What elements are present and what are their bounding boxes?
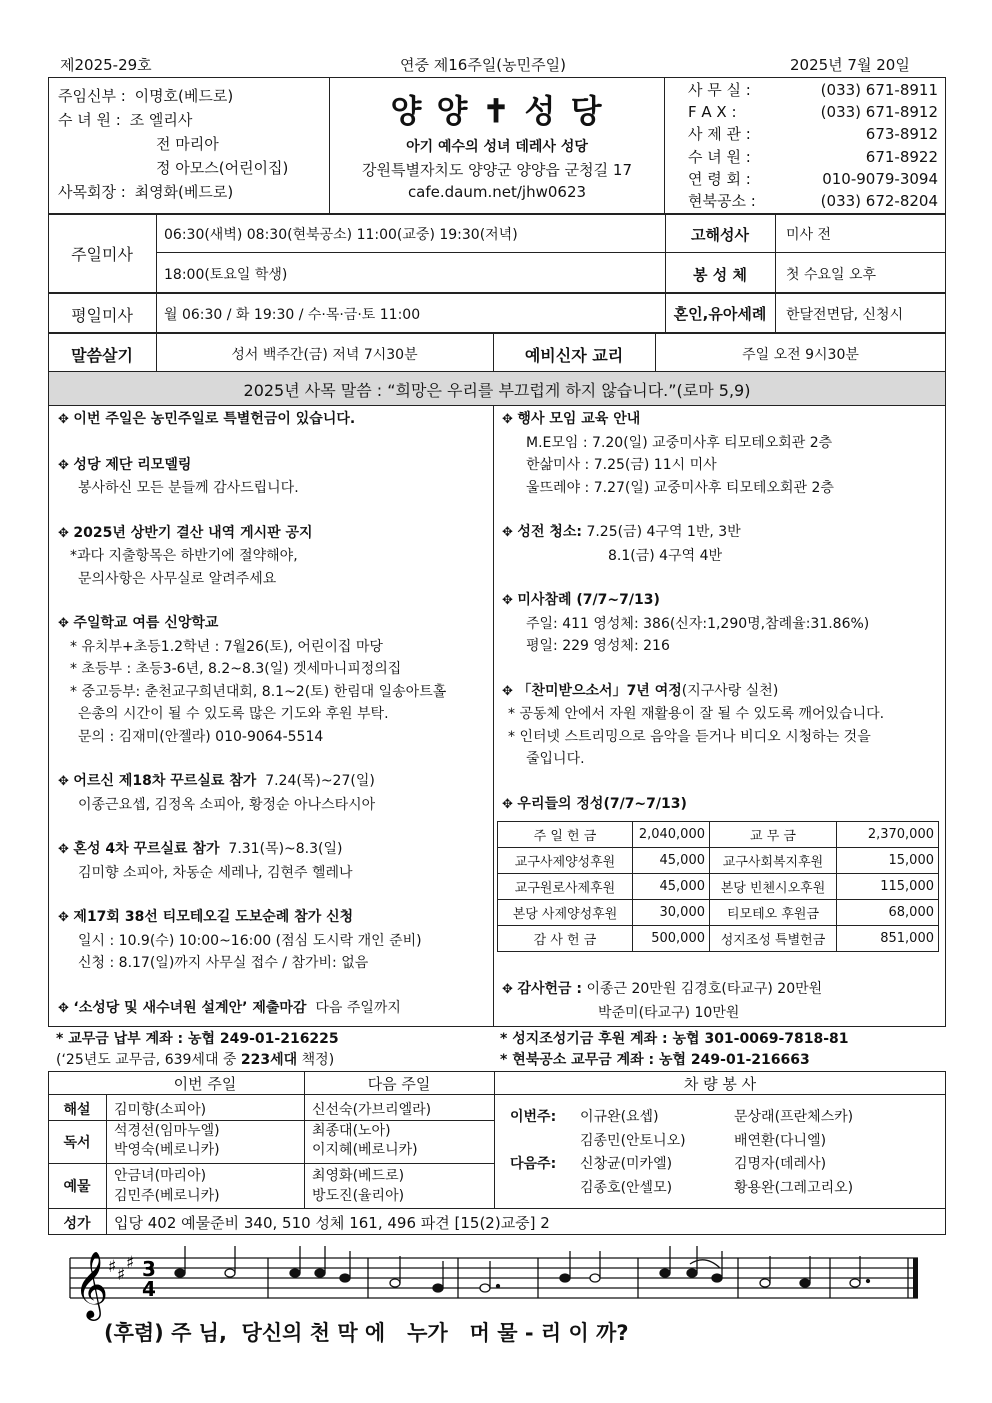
car-week-label: 이번주: xyxy=(510,1109,557,1125)
duty-person: 최영화(베드로) xyxy=(312,1168,405,1184)
notice-title: ✥ ‘소성당 및 새수녀원 설계안’ 제출마감 xyxy=(58,1000,306,1016)
bulletin-date: 2025년 7월 20일 xyxy=(790,56,910,74)
driver: 신창균(미카엘) xyxy=(580,1156,673,1172)
slur xyxy=(690,1260,720,1268)
church-subtitle: 아기 예수의 성녀 데레사 성당 xyxy=(406,139,588,155)
duty-role: 예물 xyxy=(63,1179,91,1195)
thanks-offering xyxy=(502,978,942,1024)
notice-title: ✥ 이번 주일은 농민주일로 특별헌금이 있습니다. xyxy=(58,408,488,432)
notice-text: 김미향 소피아, 차동순 세레나, 김현주 헬레나 xyxy=(78,864,353,881)
duty-person: 이지혜(베로니카) xyxy=(312,1142,418,1158)
notice-text: 울뜨레야 : 7.27(일) 교중미사후 티모테오회관 2층 xyxy=(526,479,834,496)
notice-text: *과다 지출항목은 하반기에 절약해야, xyxy=(70,548,298,564)
account-text: * 교무금 납부 계좌 : 농협 249-01-216225 xyxy=(56,1031,339,1047)
left-notices xyxy=(58,408,488,1020)
sharp-icon: ♯ xyxy=(117,1265,126,1285)
notice-text: 문의 : 김재미(안젤라) 010-9064-5514 xyxy=(78,728,324,745)
table-row xyxy=(498,900,939,926)
account-text: 223세대 xyxy=(240,1052,298,1068)
offering-amount: 851,000 xyxy=(837,926,939,952)
staff-block xyxy=(58,84,288,204)
table-row xyxy=(498,874,939,900)
notice-title: ✥ 어르신 제18차 꾸르실료 참가 xyxy=(58,773,256,789)
contact-value: (033) 672-8204 xyxy=(820,192,938,211)
account-text: * 성지조성기금 후원 계좌 : 농협 301-0069-7818-81 xyxy=(500,1031,849,1047)
notice-text: 7.25(금) 4구역 1반, 3반 xyxy=(586,524,741,540)
communion-time: 첫 수요일 오후 xyxy=(786,267,877,283)
weekday-mass-times: 월 06:30 / 화 19:30 / 수·목·금·토 11:00 xyxy=(164,307,421,323)
contact-label: F A X : xyxy=(688,103,737,122)
notice-title: ✥ 행사 모임 교육 안내 xyxy=(502,408,942,432)
duty-person: 안금녀(마리아) xyxy=(114,1168,207,1184)
duty-role: 해설 xyxy=(63,1102,91,1118)
hymn-label: 성가 xyxy=(63,1216,91,1232)
notice-text: 문의사항은 사무실로 알려주세요 xyxy=(78,570,277,587)
offering-item: 본당 빈첸시오후원 xyxy=(710,874,837,900)
notice-text: 이종근요셉, 김정옥 소피아, 황정순 아나스타시아 xyxy=(78,796,376,813)
driver: 문상래(프란체스카) xyxy=(734,1109,854,1125)
notice-title: ✥ 감사헌금 : xyxy=(502,981,582,997)
table-row xyxy=(498,926,939,952)
offering-amount: 45,000 xyxy=(633,848,710,874)
notes xyxy=(175,1246,870,1292)
notice-text: 신청 : 8.17(일)까지 사무실 접수 / 참가비: 없음 xyxy=(78,955,369,971)
treble-clef-icon: 𝄞 xyxy=(74,1250,109,1318)
hymn-numbers: 입당 402 예물준비 340, 510 성체 161, 496 파견 [15(2)교중] 2 xyxy=(114,1214,550,1232)
offering-amount: 30,000 xyxy=(633,900,710,926)
offering-amount: 115,000 xyxy=(837,874,939,900)
notice-text: * 중고등부: 춘천교구희년대회, 8.1~2(토) 한림대 일송아트홀 xyxy=(70,683,447,700)
sunday-title: 연중 제16주일(농민주일) xyxy=(400,56,566,74)
offering-amount: 45,000 xyxy=(633,874,710,900)
car-week-label: 다음주: xyxy=(510,1156,557,1172)
marriage-info: 한달전면담, 신청시 xyxy=(786,307,904,323)
duty-person: 박영숙(베로니카) xyxy=(114,1142,220,1158)
word-info: 성서 백주간(금) 저녁 7시30분 xyxy=(231,347,418,363)
pastoral-motto: 2025년 사목 말씀 : “희망은 우리를 부끄럽게 하지 않습니다.”(로마 5,9) xyxy=(243,381,751,400)
catechumen-label: 예비신자 교리 xyxy=(524,346,624,365)
offerings-table xyxy=(497,821,939,952)
time-signature-top: 3 xyxy=(142,1257,156,1281)
notice-text: * 인터넷 스트리밍으로 음악을 듣거나 비디오 시청하는 것을 xyxy=(508,728,871,745)
notice-text: * 초등부 : 초등3-6년, 8.2~8.3(일) 겟세마니피정의집 xyxy=(70,661,402,677)
sunday-mass-label: 주일미사 xyxy=(71,245,133,264)
notice-title: ✥ 혼성 4차 꾸르실료 참가 xyxy=(58,841,220,857)
notice-text: 은총의 시간이 될 수 있도록 많은 기도와 후원 부탁. xyxy=(78,706,389,722)
notice-text: 평일: 229 영성체: 216 xyxy=(526,638,670,654)
saturday-mass-time: 18:00(토요일 학생) xyxy=(164,267,288,283)
driver: 김명자(데레사) xyxy=(734,1156,827,1172)
table-row xyxy=(498,848,939,874)
notice-subtitle: (지구사랑 실천) xyxy=(681,682,779,699)
offering-item: 티모테오 후원금 xyxy=(710,900,837,926)
notice-text: 한삶미사 : 7.25(금) 11시 미사 xyxy=(526,457,717,473)
pastor-label: 주임신부 : xyxy=(58,87,126,105)
confession-label: 고해성사 xyxy=(691,226,749,244)
duty-role: 독서 xyxy=(63,1135,91,1151)
cafe-link[interactable]: cafe.daum.net/jhw0623 xyxy=(407,183,587,201)
sister-name: 전 마리아 xyxy=(156,135,219,153)
car-service xyxy=(510,1106,853,1200)
issue-number: 제2025-29호 xyxy=(60,56,152,74)
offering-item: 감 사 헌 금 xyxy=(498,926,633,952)
notice-text: 봉사하신 모든 분들께 감사드립니다. xyxy=(78,480,299,496)
hymn-lyrics: (후렴) 주 님, 당신의 천 막 에 누가 머 물 - 리 이 까? xyxy=(104,1321,629,1345)
offering-item: 교구원로사제후원 xyxy=(498,874,633,900)
right-notices xyxy=(502,408,942,816)
communion-label: 봉 성 체 xyxy=(693,266,747,284)
account-text: * 현북공소 교무금 계좌 : 농협 249-01-216663 xyxy=(500,1052,810,1068)
offering-amount: 500,000 xyxy=(633,926,710,952)
offering-item: 교 무 금 xyxy=(710,822,837,848)
church-address: 강원특별자치도 양양군 양양읍 군청길 17 xyxy=(361,161,632,179)
notice-title: ✥ 「찬미받으소서」7년 여정 xyxy=(502,683,682,699)
pastor-name: 이명호(베드로) xyxy=(134,87,234,105)
sunday-mass-times: 06:30(새벽) 08:30(현북공소) 11:00(교중) 19:30(저녁) xyxy=(164,227,518,243)
notice-title: ✥ 2025년 상반기 결산 내역 게시판 공지 xyxy=(58,522,488,546)
notice-text: 박준미(타교구) 10만원 xyxy=(598,1004,740,1021)
duty-person: 방도진(율리아) xyxy=(312,1188,405,1204)
offering-item: 교구사제양성후원 xyxy=(498,848,633,874)
notice-title: ✥ 성당 제단 리모델링 xyxy=(58,454,488,478)
contact-value: 010-9079-3094 xyxy=(822,169,938,188)
marriage-label: 혼인,유아세례 xyxy=(673,305,767,323)
sisters-label: 수 녀 원 : xyxy=(58,111,121,129)
notice-title: ✥ 제17회 38선 티모테오길 도보순례 참가 신청 xyxy=(58,906,488,930)
council-name: 최영화(베드로) xyxy=(134,183,234,201)
contacts-list xyxy=(688,79,938,212)
duty-person: 최종대(노아) xyxy=(312,1123,391,1139)
notice-title: ✥ 성전 청소: xyxy=(502,524,582,540)
word-label: 말씀살기 xyxy=(71,346,133,365)
driver: 배연환(다니엘) xyxy=(734,1132,827,1149)
contact-label: 사 무 실 : xyxy=(688,81,751,99)
contact-label: 수 녀 원 : xyxy=(688,147,751,166)
contact-value: 671-8922 xyxy=(865,147,938,166)
offering-item: 주 일 헌 금 xyxy=(498,822,633,848)
offering-amount: 15,000 xyxy=(837,848,939,874)
duty-person: 석경선(임마누엘) xyxy=(114,1123,220,1139)
notice-text: * 공동체 안에서 자원 재활용이 잘 될 수 있도록 깨어있습니다. xyxy=(508,706,885,722)
driver: 김종호(안셀모) xyxy=(580,1179,673,1196)
offering-item: 교구사회복지후원 xyxy=(710,848,837,874)
driver: 김종민(안토니오) xyxy=(580,1132,686,1149)
sharp-icon: ♯ xyxy=(126,1253,135,1273)
church-name: 양 양 ✝ 성 당 xyxy=(390,92,604,130)
contact-value: (033) 671-8911 xyxy=(820,81,938,99)
notice-text: 주일: 411 영성체: 386(신자:1,290명,참례율:31.86%) xyxy=(526,615,870,632)
notice-text: 다음 주일까지 xyxy=(315,999,401,1016)
this-week-header: 이번 주일 xyxy=(173,1075,237,1093)
sister-name: 정 아모스(어린이집) xyxy=(156,159,289,177)
notice-title: ✥ 주일학교 여름 신앙학교 xyxy=(58,612,488,636)
notice-text: 8.1(금) 4구역 4반 xyxy=(608,547,722,564)
duty-person: 신선숙(가브리엘라) xyxy=(312,1102,432,1118)
notice-text: 일시 : 10.9(수) 10:00~16:00 (점심 도시락 개인 준비) xyxy=(78,932,422,949)
notice-text: 이종근 20만원 김경호(타교구) 20만원 xyxy=(586,981,823,997)
offering-amount: 2,370,000 xyxy=(837,822,939,848)
notice-dates: 7.24(목)~27(일) xyxy=(265,773,375,789)
car-service-header: 차 량 봉 사 xyxy=(683,1075,757,1093)
council-label: 사목회장 : xyxy=(58,183,126,201)
offering-amount: 68,000 xyxy=(837,900,939,926)
notice-title: ✥ 우리들의 정성(7/7~7/13) xyxy=(502,793,942,817)
sharp-icon: ♯ xyxy=(108,1257,117,1277)
time-signature-bottom: 4 xyxy=(142,1277,156,1301)
sister-name: 조 엘리사 xyxy=(129,111,193,129)
offering-item: 성지조성 특별헌금 xyxy=(710,926,837,952)
contact-value: 673-8912 xyxy=(865,125,938,144)
notice-title: ✥ 미사참례 (7/7~7/13) xyxy=(502,589,942,613)
duty-person: 김민주(베로니카) xyxy=(114,1188,220,1204)
notice-dates: 7.31(목)~8.3(일) xyxy=(228,841,343,857)
duty-person: 김미향(소피아) xyxy=(114,1102,207,1118)
driver: 이규완(요셉) xyxy=(580,1109,659,1125)
confession-time: 미사 전 xyxy=(786,227,832,243)
offering-amount: 2,040,000 xyxy=(633,822,710,848)
notice-text: 줄입니다. xyxy=(526,751,585,767)
account-text: 책정) xyxy=(301,1052,335,1068)
accounts-right xyxy=(500,1029,849,1071)
offering-item: 본당 사제양성후원 xyxy=(498,900,633,926)
contact-label: 현북공소 : xyxy=(688,192,756,211)
contact-label: 사 제 관 : xyxy=(688,125,751,144)
notice-text: M.E모임 : 7.20(일) 교중미사후 티모테오회관 2층 xyxy=(526,434,833,451)
table-row xyxy=(498,822,939,848)
account-text: (‘25년도 교무금, 639세대 중 xyxy=(56,1052,237,1068)
contact-value: (033) 671-8912 xyxy=(820,103,938,122)
catechumen-info: 주일 오전 9시30분 xyxy=(742,347,859,363)
driver: 황용완(그레고리오) xyxy=(734,1179,854,1196)
next-week-header: 다음 주일 xyxy=(367,1075,431,1093)
accounts-left xyxy=(56,1029,339,1071)
weekday-mass-label: 평일미사 xyxy=(71,306,133,325)
notice-text: * 유치부+초등1.2학년 : 7월26(토), 어린이집 마당 xyxy=(70,638,383,655)
contact-label: 연 령 회 : xyxy=(688,169,751,188)
